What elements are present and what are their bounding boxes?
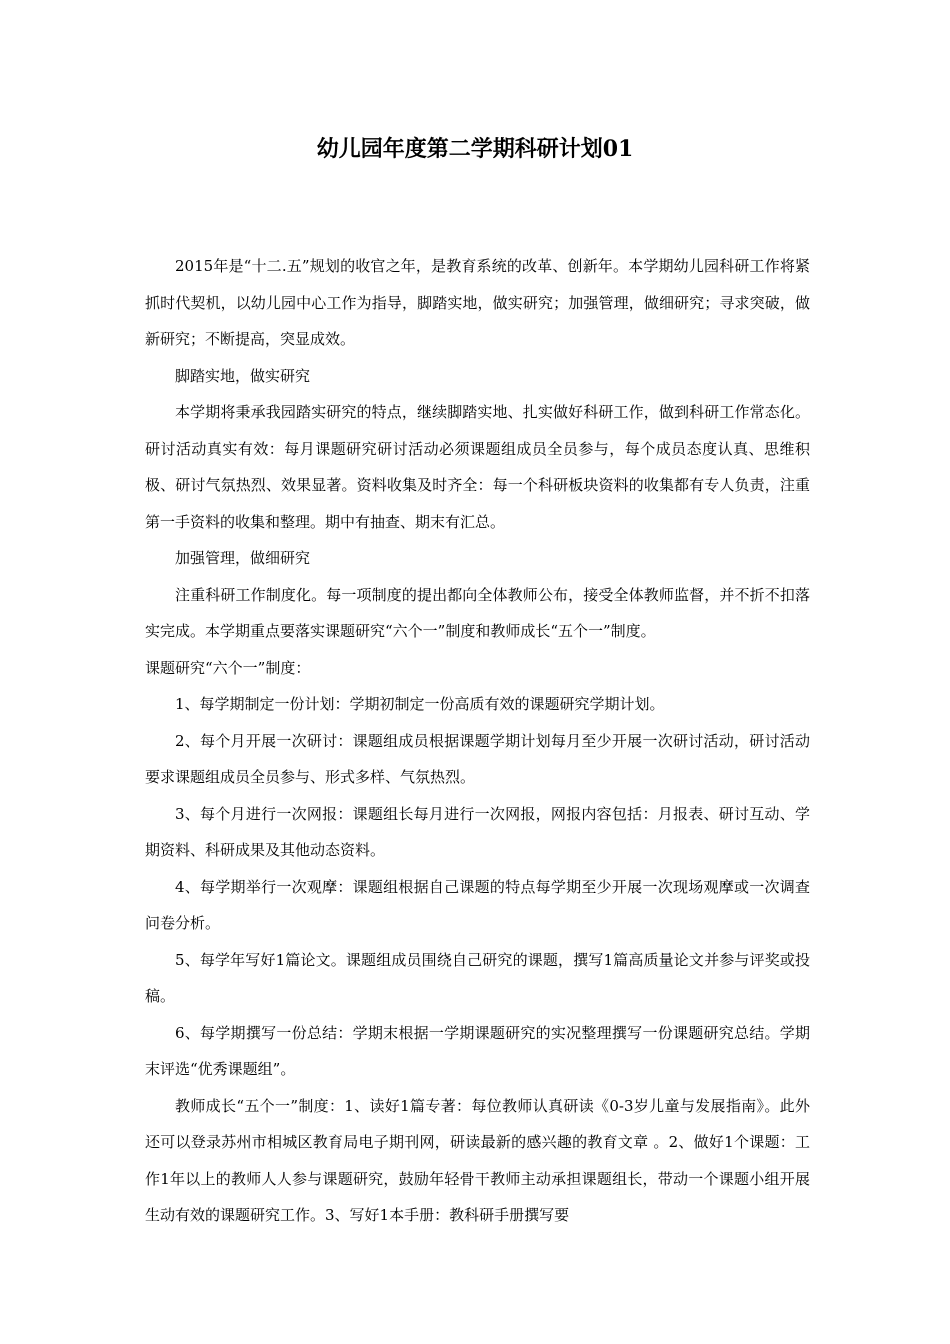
list-item: 3、每个月进行一次网报：课题组长每月进行一次网报，网报内容包括：月报表、研讨互动、学期资料、科研成果及其他动态资料。 <box>145 804 810 859</box>
list-item: 5、每学年写好1篇论文。课题组成员围绕自己研究的课题，撰写1篇高质量论文并参与评奖或投稿。 <box>145 950 810 1005</box>
intro-paragraph: 2015年是“十二.五”规划的收官之年，是教育系统的改革、创新年。本学期幼儿园科研工作将紧抓时代契机，以幼儿园中心工作为指导，脚踏实地，做实研究；加强管理，做细研究；寻求突破，做新研究；不断提高，突显成效。 <box>145 257 810 348</box>
body-paragraph: 本学期将秉承我园踏实研究的特点，继续脚踏实地、扎实做好科研工作，做到科研工作常态化。研讨活动真实有效：每月课题研究研讨活动必须课题组成员全员参与，每个成员态度认真、思维积极、研讨气氛热烈、效果显著。资料收集及时齐全：每一个科研板块资料的收集都有专人负责，注重第一手资料的收集和整理。期中有抽查、期末有汇总。 <box>145 403 810 531</box>
section-heading-practical-research: 脚踏实地，做实研究 <box>175 366 311 385</box>
list-item: 4、每学期举行一次观摩：课题组根据自己课题的特点每学期至少开展一次现场观摩或一次调查问卷分析。 <box>145 877 810 932</box>
document-title: 幼儿园年度第二学期科研计划01 <box>316 136 634 162</box>
list-item: 2、每个月开展一次研讨：课题组成员根据课题学期计划每月至少开展一次研讨活动，研讨活动要求课题组成员全员参与、形式多样、气氛热烈。 <box>145 731 810 786</box>
document-body <box>145 248 810 1234</box>
list-heading-six-ones: 课题研究“六个一”制度： <box>145 658 311 677</box>
body-paragraph-five-ones: 教师成长“五个一”制度：1、读好1篇专著：每位教师认真研读《0-3岁儿童与发展指南》。此外还可以登录苏州市相城区教育局电子期刊网，研读最新的感兴趣的教育文章 。2、做好1个课题：工作1年以上的教师人人参与课题研究，鼓励年轻骨干教师主动承担课题组长，带动一个课题小组开展生动有效的课题研究工作。3、写好1本手册：教科研手册撰写要 <box>145 1096 810 1224</box>
section-heading-management: 加强管理，做细研究 <box>175 549 311 567</box>
body-paragraph: 注重科研工作制度化。每一项制度的提出都向全体教师公布，接受全体教师监督，并不折不扣落实完成。本学期重点要落实课题研究“六个一”制度和教师成长“五个一”制度。 <box>145 585 810 640</box>
list-item: 6、每学期撰写一份总结：学期末根据一学期课题研究的实况整理撰写一份课题研究总结。学期末评选“优秀课题组”。 <box>145 1023 810 1078</box>
list-item: 1、每学期制定一份计划：学期初制定一份高质有效的课题研究学期计划。 <box>175 695 665 713</box>
